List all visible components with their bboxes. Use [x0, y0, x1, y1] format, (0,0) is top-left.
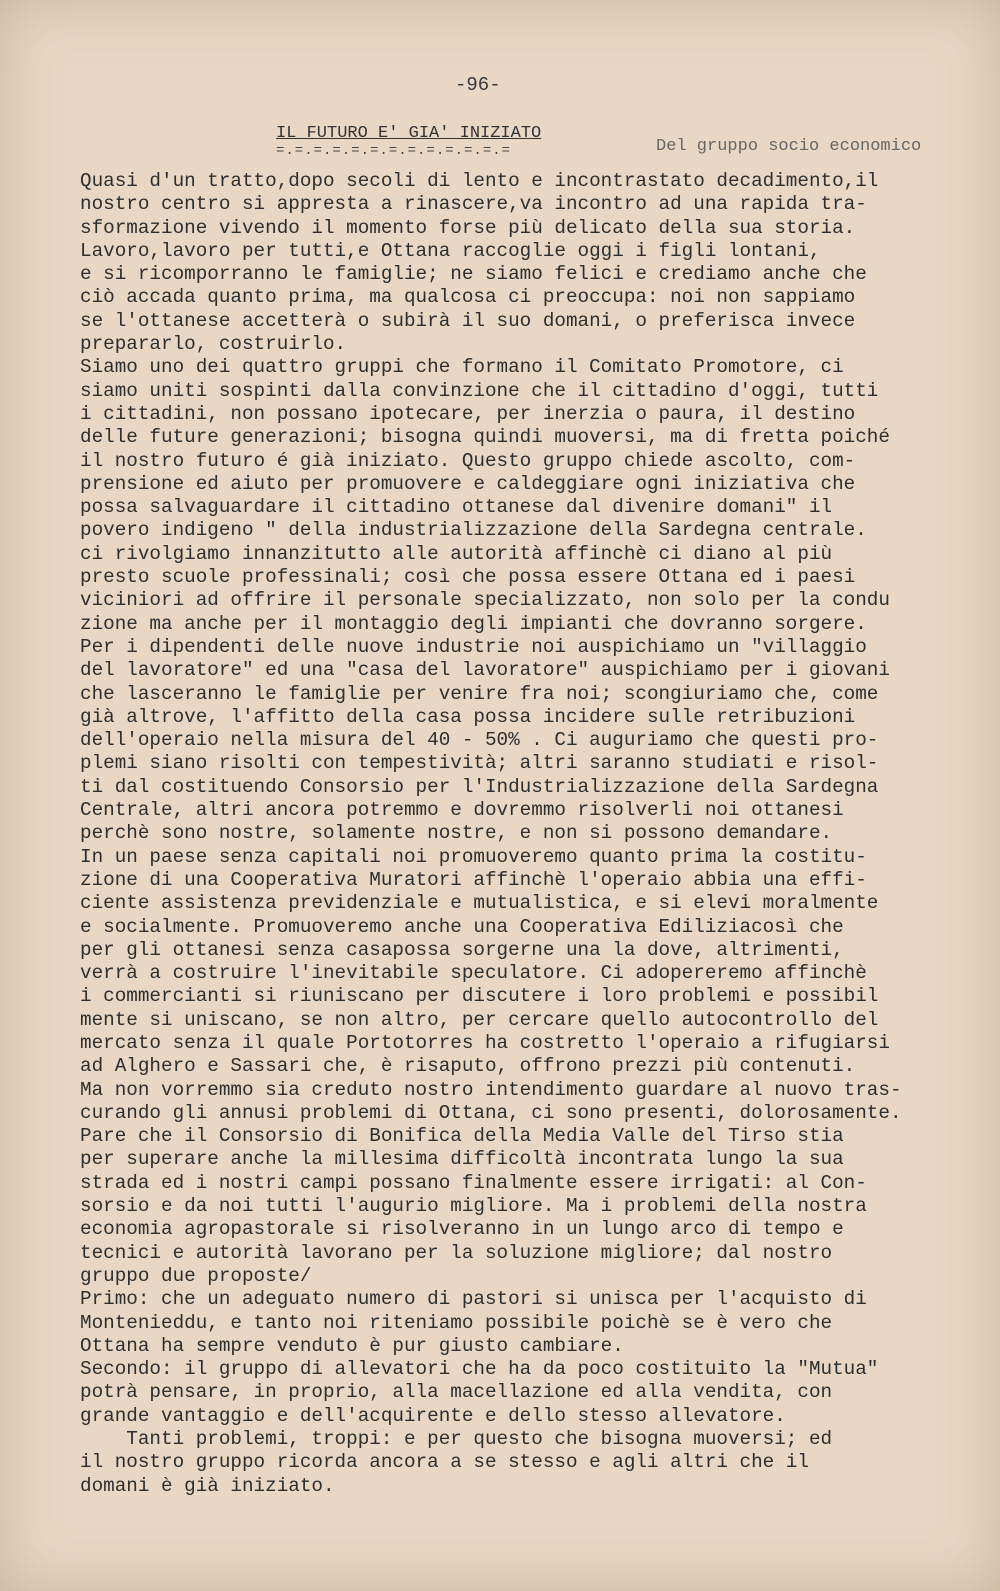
- text-line: Centrale, altri ancora potremmo e dovremmo risolverli noi ottanesi: [80, 799, 844, 822]
- text-line: per superare anche la millesima difficoltà incontrata lungo la sua: [80, 1148, 844, 1171]
- text-line: i commercianti si riuniscano per discutere i loro problemi e possibil: [80, 985, 879, 1008]
- text-line: per gli ottanesi senza casapossa sorgerne una la dove, altrimenti,: [80, 938, 844, 961]
- text-line: economia agropastorale si risolveranno in un lungo arco di tempo e: [80, 1218, 844, 1241]
- text-line: già altrove, l'affitto della casa possa incidere sulle retribuzioni: [80, 705, 856, 728]
- text-line: povero indigeno " della industrializzazione della Sardegna centrale.: [80, 519, 867, 542]
- text-line: che lasceranno le famiglie per venire fra noi; scongiuriamo che, come: [80, 682, 879, 705]
- text-line: il nostro gruppo ricorda ancora a se stesso e agli altri che il: [80, 1451, 809, 1474]
- text-line: e si ricomporranno le famiglie; ne siamo felici e crediamo anche che: [80, 263, 867, 286]
- text-line: ci rivolgiamo innanzitutto alle autorità affinchè ci diano al più: [80, 542, 833, 565]
- text-line: Ottana ha sempre venduto è pur giusto cambiare.: [80, 1334, 624, 1357]
- text-line: tecnici e autorità lavorano per la soluzione migliore; dal nostro: [80, 1241, 833, 1264]
- text-line: Quasi d'un tratto,dopo secoli di lento e incontrastato decadimento,il: [80, 170, 879, 192]
- text-line: ad Alghero e Sassari che, è risaputo, offrono prezzi più contenuti.: [80, 1055, 856, 1078]
- text-line: Primo: che un adeguato numero di pastori si unisca per l'acquisto di: [80, 1288, 867, 1311]
- text-line: potrà pensare, in proprio, alla macellazione ed alla vendita, con: [80, 1381, 833, 1404]
- text-line: In un paese senza capitali noi promuoveremo quanto prima la costitu-: [80, 845, 867, 868]
- text-line: prensione ed aiuto per promuovere e caldeggiare ogni iniziativa che: [80, 472, 856, 495]
- text-line: Tanti problemi, troppi: e per questo che bisogna muoversi; ed: [80, 1428, 833, 1451]
- text-line: Per i dipendenti delle nuove industrie noi auspichiamo un "villaggio: [80, 635, 867, 658]
- text-line: Secondo: il gruppo di allevatori che ha da poco costituito la "Mutua": [80, 1358, 879, 1381]
- text-line: Siamo uno dei quattro gruppi che formano il Comitato Promotore, ci: [80, 356, 844, 379]
- text-line: del lavoratore" ed una "casa del lavoratore" auspichiamo per i giovani: [80, 659, 890, 682]
- text-line: verrà a costruire l'inevitabile speculatore. Ci adopereremo affinchè: [80, 962, 867, 985]
- text-line: zione di una Cooperativa Muratori affinchè l'operaio abbia una effi-: [80, 868, 867, 891]
- text-line: zione ma anche per il montaggio degli impianti che dovranno sorgere.: [80, 612, 867, 635]
- text-line: Pare che il Consorsio di Bonifica della Media Valle del Tirso stia: [80, 1125, 844, 1148]
- text-line: sorsio e da noi tutti l'augurio migliore. Ma i problemi della nostra: [80, 1195, 867, 1218]
- document-title: IL FUTURO E' GIA' INIZIATO: [276, 124, 542, 143]
- text-line: mercato senza il quale Portotorres ha costretto l'operaio a rifugiarsi: [80, 1031, 890, 1054]
- text-line: mente si uniscano, se non altro, per cercare quello autocontrollo del: [80, 1008, 879, 1031]
- text-line: il nostro futuro é già iniziato. Questo gruppo chiede ascolto, com-: [80, 449, 856, 472]
- text-line: curando gli annusi problemi di Ottana, ci sono presenti, dolorosamente.: [80, 1101, 902, 1124]
- text-line: se l'ottanese accetterà o subirà il suo domani, o preferisca invece: [80, 309, 856, 332]
- page-number: -96-: [455, 74, 501, 96]
- text-line: grande vantaggio e dell'acquirente e dello stesso allevatore.: [80, 1404, 786, 1427]
- text-line: strada ed i nostri campi possano finalmente essere irrigati: al Con-: [80, 1171, 867, 1194]
- title-decoration: =.=.=.=.=.=.=.=.=.=.=.=.=: [276, 143, 512, 159]
- text-line: domani è già iniziato.: [80, 1474, 335, 1497]
- text-line: i cittadini, non possano ipotecare, per inerzia o paura, il destino: [80, 402, 856, 425]
- text-line: plemi siano risolti con tempestività; altri saranno studiati e risol-: [80, 752, 879, 775]
- text-line: presto scuole professinali; così che possa essere Ottana ed i paesi: [80, 566, 856, 589]
- text-line: dell'operaio nella misura del 40 - 50% . Ci auguriamo che questi pro-: [80, 729, 879, 752]
- text-line: nostro centro si appresta a rinascere,va incontro ad una rapida tra-: [80, 193, 867, 216]
- text-line: perchè sono nostre, solamente nostre, e non si possono demandare.: [80, 822, 833, 845]
- text-line: Montenieddu, e tanto noi riteniamo possibile poichè se è vero che: [80, 1311, 833, 1334]
- text-line: Ma non vorremmo sia creduto nostro intendimento guardare al nuovo tras-: [80, 1078, 902, 1101]
- text-line: prepararlo, costruirlo.: [80, 333, 347, 356]
- text-line: delle future generazioni; bisogna quindi muoversi, ma di fretta poiché: [80, 426, 890, 449]
- text-line: possa salvaguardare il cittadino ottanese dal divenire domani" il: [80, 496, 833, 519]
- text-line: ti dal costituendo Consorsio per l'Industrializzazione della Sardegna: [80, 775, 879, 798]
- text-line: e socialmente. Promuoveremo anche una Cooperativa Ediliziacosì che: [80, 915, 844, 938]
- text-line: ciò accada quanto prima, ma qualcosa ci preoccupa: noi non sappiamo: [80, 286, 856, 309]
- text-line: sformazione vivendo il momento forse più delicato della sua storia.: [80, 216, 856, 239]
- text-line: ciente assistenza previdenziale e mutualistica, e si elevi moralmente: [80, 892, 879, 915]
- text-line: viciniori ad offrire il personale specializzato, non solo per la condu: [80, 589, 890, 612]
- document-subtitle: Del gruppo socio economico: [656, 137, 922, 156]
- text-line: Lavoro,lavoro per tutti,e Ottana raccoglie oggi i figli lontani,: [80, 239, 821, 262]
- body-text: [80, 170, 980, 1498]
- text-line: siamo uniti sospinti dalla convinzione che il cittadino d'oggi, tutti: [80, 379, 879, 402]
- text-line: gruppo due proposte/: [80, 1264, 312, 1287]
